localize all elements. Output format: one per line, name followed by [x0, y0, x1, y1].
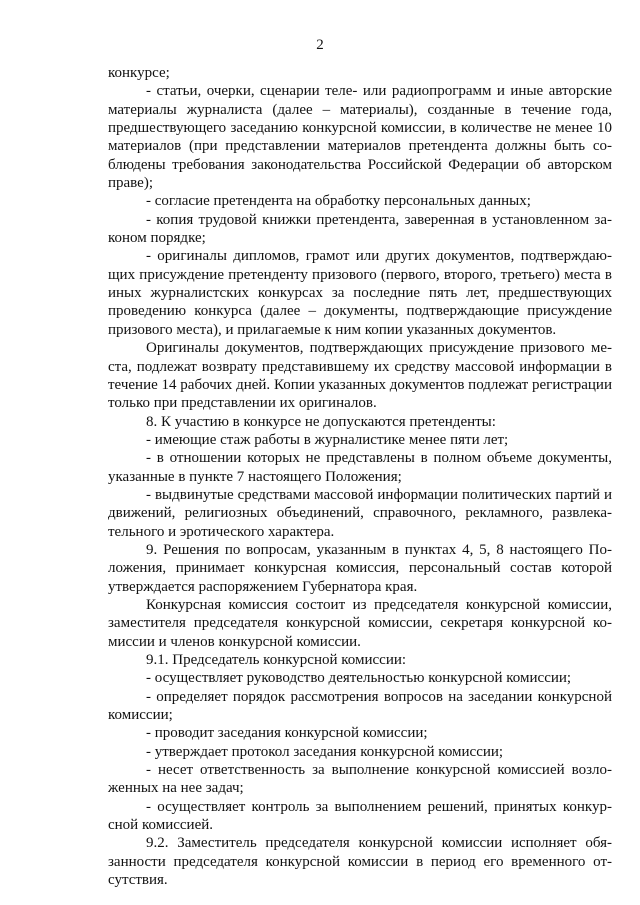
paragraph: - копия трудовой книжки претендента, заверенная в установленном законом порядке;: [108, 211, 612, 247]
paragraph: - осуществляет контроль за выполнением решений, принятых конкурсной комиссией.: [108, 798, 612, 834]
paragraph: - несет ответственность за выполнение конкурсной комиссией возложенных на нее задач;: [108, 762, 612, 797]
paragraph: - согласие претендента на обработку персональных данных;: [146, 193, 531, 210]
paragraph: - в отношении которых не представлены в полном объеме документы, указанные в пункте 7 настоящего Положения;: [108, 450, 612, 485]
paragraph: - утверждает протокол заседания конкурсной комиссии;: [146, 743, 504, 760]
paragraph: Конкурсная комиссия состоит из председателя конкурсной комиссии, заместителя председателя конкурсной комиссии, секретаря конкурсной комиссии и членов конкурсной комиссии.: [108, 596, 612, 650]
paragraph: - имеющие стаж работы в журналистике менее пяти лет;: [146, 431, 509, 448]
paragraph: 8. К участию в конкурсе не допускаются претенденты:: [146, 413, 496, 430]
paragraph: - осуществляет руководство деятельностью конкурсной комиссии;: [146, 670, 572, 687]
paragraph: - проводит заседания конкурсной комиссии;: [146, 725, 428, 742]
document-body: [108, 64, 612, 889]
paragraph: 9.2. Заместитель председателя конкурсной комиссии исполняет обязанности председателя конкурсной комиссии в период его временного отсутствия.: [108, 835, 612, 889]
paragraph: конкурсе;: [108, 65, 170, 81]
paragraph: - оригиналы дипломов, грамот или других документов, подтверждающих присуждение претенденту призового (первого, второго, третьего) места в иных журналистских конкурсах за последние пять лет, предшествующих проведению конкурса (далее – документы, подтверждающие присуждение призового места), и прилагаемые к ним копии указанных документов.: [108, 248, 612, 338]
paragraph: 9.1. Председатель конкурсной комиссии:: [146, 652, 407, 668]
page-number: 2: [316, 37, 324, 53]
paragraph: - выдвинутые средствами массовой информации политических партий и движений, религиозных объединений, справочного, рекламного, развлекательного и эротического характера.: [108, 486, 612, 540]
paragraph: Оригиналы документов, подтверждающих присуждение призового места, подлежат возврату представившему их средству массовой информации в течение 14 рабочих дней. Копии указанных документов подлежат регистрации только при представлении их оригиналов.: [108, 340, 612, 412]
paragraph: - определяет порядок рассмотрения вопросов на заседании конкурсной комиссии;: [108, 688, 612, 724]
paragraph: - статьи, очерки, сценарии теле- или радиопрограмм и иные авторские материалы журналиста (далее – материалы), созданные в течение года, предшествующего заседанию конкурсной комиссии, в количестве не менее 10 материалов (при представлении материалов претендента должны быть соблюдены требования законодательства Российской Федерации об авторском праве);: [108, 83, 612, 192]
paragraph: 9. Решения по вопросам, указанным в пунктах 4, 5, 8 настоящего Положения, принимает конкурсная комиссия, персональный состав которой утверждается распоряжением Губернатора края.: [108, 541, 612, 595]
